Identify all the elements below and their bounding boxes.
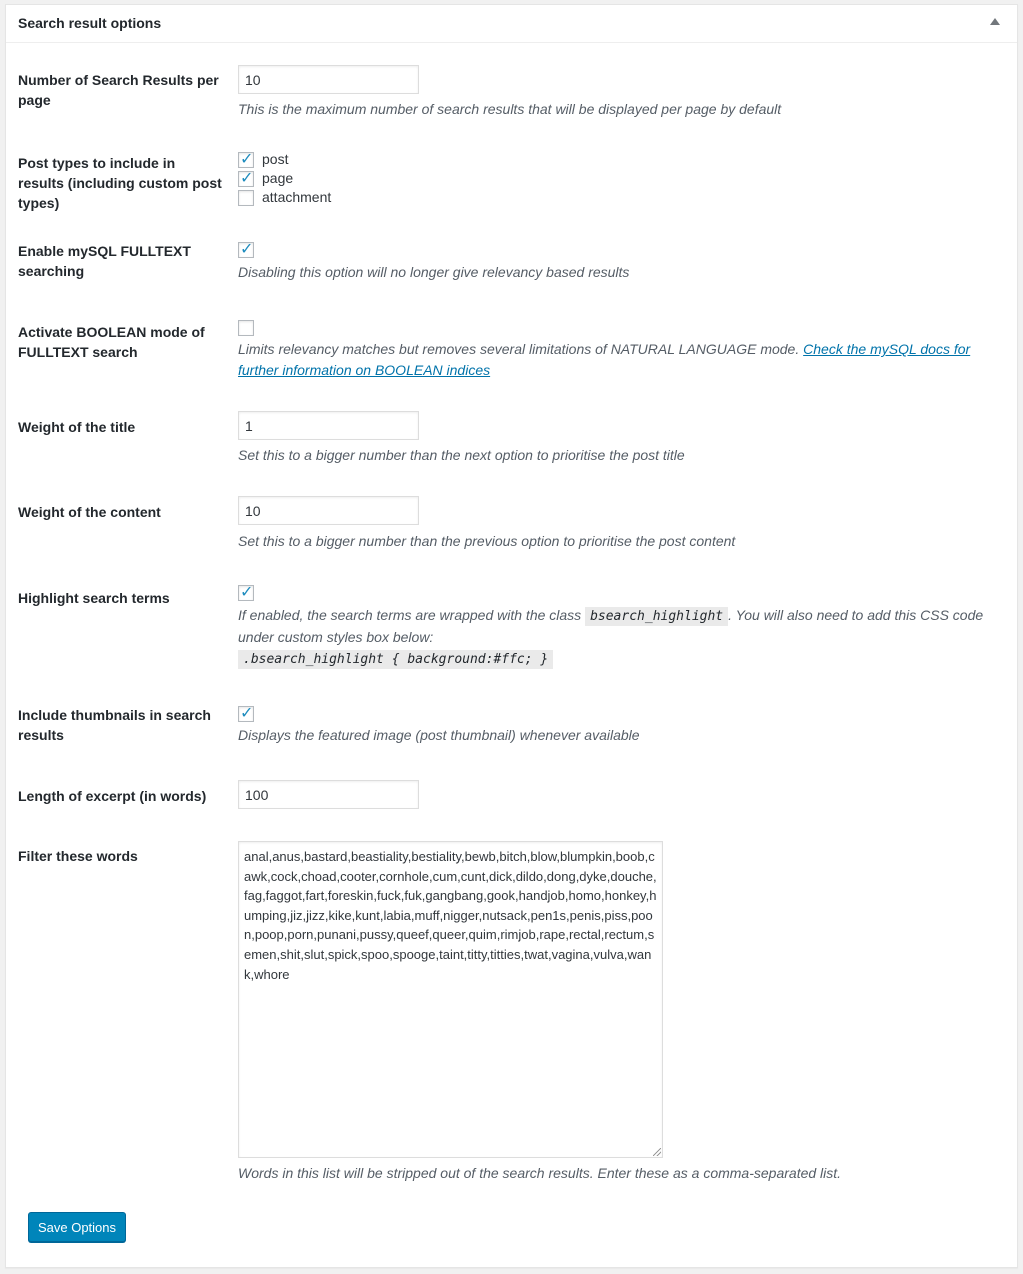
weight-title-description: Set this to a bigger number than the next option to prioritise the post title	[238, 447, 685, 463]
post-types-label: Post types to include in results (including custom post types)	[18, 155, 222, 211]
checkmark-icon: ✓	[240, 239, 254, 258]
weight-title-input[interactable]	[238, 411, 419, 440]
excerpt-length-label: Length of excerpt (in words)	[18, 788, 207, 804]
post-type-page-label: page	[262, 170, 294, 186]
panel-title: Search result options	[18, 15, 162, 31]
checkmark-icon: ✓	[240, 149, 254, 168]
thumbnails-checkbox[interactable]	[238, 703, 254, 722]
post-type-attachment-checkbox[interactable]	[238, 190, 254, 206]
highlight-description	[238, 605, 998, 670]
filter-words-label: Filter these words	[18, 848, 138, 864]
triangle-up-icon[interactable]	[990, 18, 1000, 25]
fulltext-label: Enable mySQL FULLTEXT searching	[18, 243, 191, 279]
save-options-button[interactable]: Save Options	[28, 1212, 126, 1242]
highlight-label: Highlight search terms	[18, 590, 170, 606]
weight-content-description: Set this to a bigger number than the previous option to prioritise the post content	[238, 533, 736, 549]
num-results-description: This is the maximum number of search results that will be displayed per page by default	[238, 101, 782, 117]
filter-words-textarea[interactable]: anal,anus,bastard,beastiality,bestiality,bewb,bitch,blow,blumpkin,boob,cawk,cock,choad,cooter,cornhole,cum,cunt,dick,dildo,dong,dyke,douche,fag,faggot,fart,foreskin,fuck,fuk,gangbang,gook,handjob,homo,honkey,humping,jiz,jizz,kike,kunt,labia,muff,nigger,nutsack,pen1s,penis,piss,poon,poop,porn,punani,pussy,queef,queer,quim,rimjob,rape,rectal,rectum,semen,shit,slut,spick,spoo,spooge,taint,titty,titties,twat,vagina,vulva,wank,whore	[238, 841, 663, 1158]
checkmark-icon: ✓	[240, 582, 254, 601]
highlight-description-before: If enabled, the search terms are wrapped with the class	[238, 607, 582, 623]
boolean-mode-description-text: Limits relevancy matches but removes several limitations of NATURAL LANGUAGE mode.	[238, 341, 800, 357]
panel-header[interactable]	[6, 5, 1017, 43]
post-type-page-checkbox[interactable]	[238, 168, 254, 187]
boolean-mode-description	[238, 339, 998, 381]
mysql-docs-link[interactable]: Check the mySQL docs for further information on BOOLEAN indices	[238, 341, 971, 378]
highlight-class-code: bsearch_highlight	[585, 607, 728, 626]
post-type-attachment-label: attachment	[262, 189, 332, 205]
highlight-checkbox[interactable]	[238, 582, 254, 601]
boolean-mode-checkbox[interactable]	[238, 320, 254, 336]
weight-content-label: Weight of the content	[18, 504, 161, 520]
excerpt-length-input[interactable]	[238, 780, 419, 809]
checkmark-icon: ✓	[240, 168, 254, 187]
filter-words-description: Words in this list will be stripped out of the search results. Enter these as a comma-separated list.	[238, 1165, 842, 1181]
resize-grip-icon[interactable]	[653, 1148, 661, 1156]
search-result-options-panel	[5, 4, 1018, 1268]
checkmark-icon: ✓	[240, 703, 254, 722]
weight-title-label: Weight of the title	[18, 419, 136, 435]
thumbnails-description: Displays the featured image (post thumbnail) whenever available	[238, 727, 640, 743]
highlight-description-after: . You will also need to add this CSS code under custom styles box below:	[238, 607, 984, 645]
weight-content-input[interactable]	[238, 496, 419, 525]
boolean-mode-label: Activate BOOLEAN mode of FULLTEXT search	[18, 324, 205, 360]
post-type-post-checkbox[interactable]	[238, 149, 254, 168]
fulltext-description: Disabling this option will no longer give relevancy based results	[238, 264, 630, 280]
fulltext-checkbox[interactable]	[238, 239, 254, 258]
thumbnails-label: Include thumbnails in search results	[18, 707, 211, 743]
post-type-post-label: post	[262, 151, 289, 167]
highlight-css-code: .bsearch_highlight { background:#ffc; }	[238, 650, 553, 669]
num-results-input[interactable]	[238, 65, 419, 94]
num-results-label: Number of Search Results per page	[18, 72, 219, 108]
